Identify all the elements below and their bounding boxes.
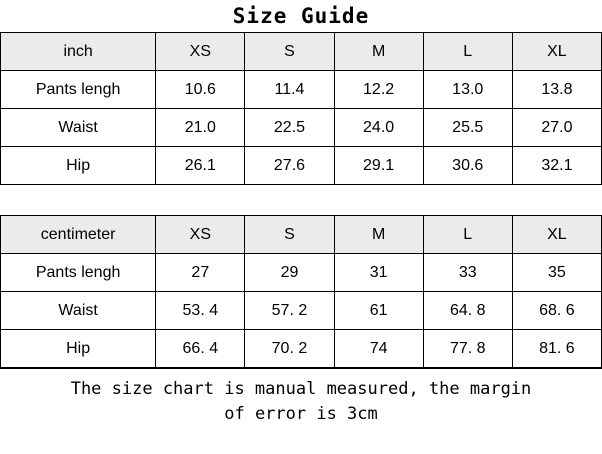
inch-pants-lengh-xl: 13.8 bbox=[512, 71, 601, 109]
cm-pants-lengh-l: 33 bbox=[423, 254, 512, 292]
inch-table-header bbox=[1, 33, 602, 71]
inch-header-xs: XS bbox=[156, 33, 245, 71]
inch-header-l: L bbox=[423, 33, 512, 71]
cm-header-m: M bbox=[334, 216, 423, 254]
inch-header-xl: XL bbox=[512, 33, 601, 71]
cm-row-label-pants-lengh: Pants lengh bbox=[1, 254, 156, 292]
inch-row-label-waist: Waist bbox=[1, 109, 156, 147]
inch-header-m: M bbox=[334, 33, 423, 71]
inch-waist-m: 24.0 bbox=[334, 109, 423, 147]
cm-header-l: L bbox=[423, 216, 512, 254]
inch-pants-lengh-m: 12.2 bbox=[334, 71, 423, 109]
inch-hip-m: 29.1 bbox=[334, 147, 423, 185]
table-row bbox=[1, 109, 602, 147]
cm-pants-lengh-xs: 27 bbox=[156, 254, 245, 292]
inch-row-label-pants-lengh: Pants lengh bbox=[1, 71, 156, 109]
centimeter-size-table bbox=[0, 215, 602, 368]
table-row bbox=[1, 330, 602, 368]
table-row bbox=[1, 292, 602, 330]
cm-header-xl: XL bbox=[512, 216, 601, 254]
cm-waist-xl: 68. 6 bbox=[512, 292, 601, 330]
cm-hip-s: 70. 2 bbox=[245, 330, 334, 368]
inch-waist-s: 22.5 bbox=[245, 109, 334, 147]
inch-row-label-hip: Hip bbox=[1, 147, 156, 185]
inch-hip-xl: 32.1 bbox=[512, 147, 601, 185]
cm-hip-xs: 66. 4 bbox=[156, 330, 245, 368]
cm-waist-xs: 53. 4 bbox=[156, 292, 245, 330]
table-header-row bbox=[1, 216, 602, 254]
inch-size-table bbox=[0, 32, 602, 185]
inch-pants-lengh-l: 13.0 bbox=[423, 71, 512, 109]
centimeter-table-body bbox=[1, 254, 602, 368]
cm-header-unit: centimeter bbox=[1, 216, 156, 254]
inch-waist-l: 25.5 bbox=[423, 109, 512, 147]
cm-header-s: S bbox=[245, 216, 334, 254]
inch-header-s: S bbox=[245, 33, 334, 71]
inch-pants-lengh-xs: 10.6 bbox=[156, 71, 245, 109]
cm-pants-lengh-m: 31 bbox=[334, 254, 423, 292]
cm-pants-lengh-s: 29 bbox=[245, 254, 334, 292]
table-row bbox=[1, 254, 602, 292]
measurement-note bbox=[0, 368, 602, 426]
centimeter-table-header bbox=[1, 216, 602, 254]
cm-row-label-waist: Waist bbox=[1, 292, 156, 330]
table-header-row bbox=[1, 33, 602, 71]
measurement-note-line-1: The size chart is manual measured, the margin bbox=[70, 379, 532, 399]
cm-pants-lengh-xl: 35 bbox=[512, 254, 601, 292]
cm-hip-l: 77. 8 bbox=[423, 330, 512, 368]
inch-waist-xs: 21.0 bbox=[156, 109, 245, 147]
table-row bbox=[1, 71, 602, 109]
inch-hip-s: 27.6 bbox=[245, 147, 334, 185]
inch-hip-xs: 26.1 bbox=[156, 147, 245, 185]
inch-table-body bbox=[1, 71, 602, 185]
table-row bbox=[1, 147, 602, 185]
table-spacer bbox=[0, 185, 602, 215]
cm-header-xs: XS bbox=[156, 216, 245, 254]
cm-waist-m: 61 bbox=[334, 292, 423, 330]
measurement-note-line-2: of error is 3cm bbox=[224, 403, 378, 424]
inch-header-unit: inch bbox=[1, 33, 156, 71]
cm-row-label-hip: Hip bbox=[1, 330, 156, 368]
page-title: Size Guide bbox=[232, 4, 370, 28]
cm-waist-l: 64. 8 bbox=[423, 292, 512, 330]
cm-hip-xl: 81. 6 bbox=[512, 330, 601, 368]
cm-hip-m: 74 bbox=[334, 330, 423, 368]
cm-waist-s: 57. 2 bbox=[245, 292, 334, 330]
inch-hip-l: 30.6 bbox=[423, 147, 512, 185]
inch-waist-xl: 27.0 bbox=[512, 109, 601, 147]
inch-pants-lengh-s: 11.4 bbox=[245, 71, 334, 109]
